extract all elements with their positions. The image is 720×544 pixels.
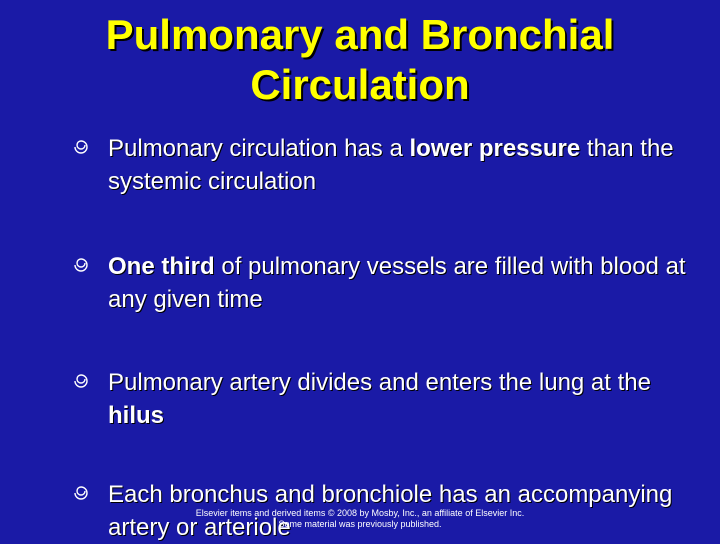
slide-title bbox=[0, 10, 720, 110]
bullet-item-1 bbox=[72, 132, 692, 198]
copyright-line-2: Some material was previously published. bbox=[278, 519, 442, 529]
bullet-swirl-icon bbox=[72, 256, 90, 274]
bullet-swirl-icon bbox=[72, 138, 90, 156]
bullet-swirl-icon bbox=[72, 372, 90, 390]
copyright-footer bbox=[0, 508, 720, 530]
bullet-text: One third of pulmonary vessels are filled with blood at any given time bbox=[108, 253, 686, 313]
bullet-text: Pulmonary artery divides and enters the lung at the hilus bbox=[108, 369, 651, 429]
copyright-line-1: Elsevier items and derived items © 2008 by Mosby, Inc., an affiliate of Elsevier Inc. bbox=[195, 508, 525, 518]
title-line-1: Pulmonary and Bronchial bbox=[105, 11, 615, 58]
bullet-text: Pulmonary circulation has a lower pressure than the systemic circulation bbox=[108, 135, 674, 195]
bullet-swirl-icon bbox=[72, 484, 90, 502]
title-line-2: Circulation bbox=[250, 61, 470, 108]
bullet-item-2 bbox=[72, 250, 692, 316]
bullet-item-3 bbox=[72, 366, 692, 432]
bullet-text: Each bronchus and bronchiole has an accompanying artery or arteriole bbox=[108, 481, 673, 541]
